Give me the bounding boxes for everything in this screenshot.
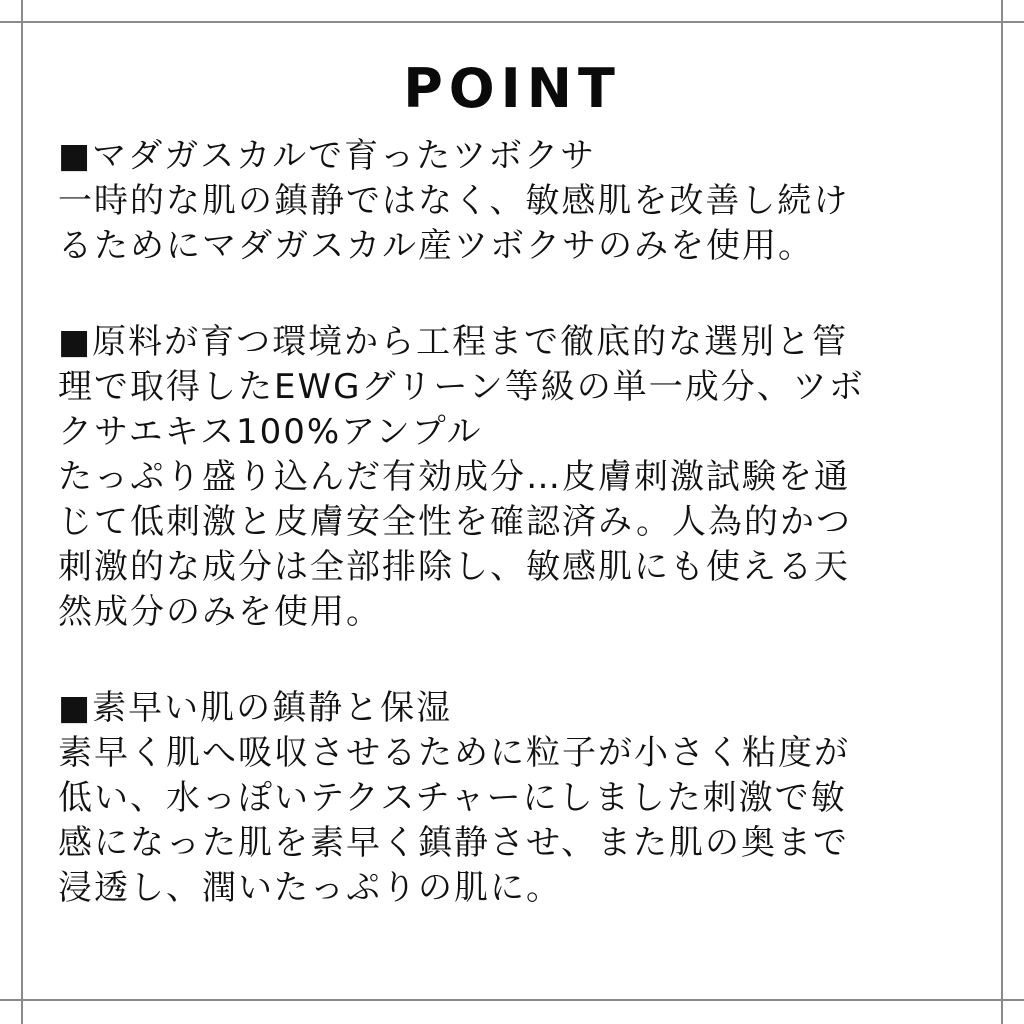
section-text-line: 一時的な肌の鎮静ではなく、敏感肌を改善し続け — [58, 181, 850, 221]
point-content — [58, 134, 958, 962]
section-text-line: るためにマダガスカル産ツボクサのみを使用。 — [58, 226, 814, 266]
section-text-line: 刺激的な成分は全部排除し、敏感肌にも使える天 — [58, 547, 850, 587]
section-text-line: 低い、水っぽいテクスチャーにしました刺激で敏 — [58, 778, 847, 818]
section-text-line: じて低刺激と皮膚安全性を確認済み。人為的かつ — [58, 502, 853, 542]
section-text-line: 素早く肌へ吸収させるために粒子が小さく粘度が — [58, 733, 850, 773]
section-heading: ■素早い肌の鎮静と保湿 — [58, 688, 453, 728]
frame-bottom-line — [0, 999, 1024, 1001]
page-title: POINT — [403, 57, 621, 120]
section-text-line: 然成分のみを使用。 — [58, 592, 382, 632]
section-text-line: たっぷり盛り込んだ有効成分…皮膚刺激試験を通 — [58, 457, 850, 497]
section-text-line: クサエキス100%アンプル — [58, 412, 483, 452]
section-heading: ■原料が育つ環境から工程まで徹底的な選別と管 — [58, 322, 849, 362]
section-heading: ■マダガスカルで育ったツボクサ — [58, 136, 597, 176]
section-text-line: 浸透し、潤いたっぷりの肌に。 — [58, 868, 562, 908]
frame-top-line — [0, 21, 1024, 23]
section-text-line: 感になった肌を素早く鎮静させ、また肌の奥まで — [58, 823, 849, 863]
frame-left-line — [21, 0, 23, 1024]
frame-right-line — [1001, 0, 1003, 1024]
point-section-tsubokusa — [58, 134, 958, 269]
point-section-ingredients — [58, 320, 958, 635]
section-text-line: 理で取得したEWGグリーン等級の単一成分、ツボ — [58, 367, 865, 407]
point-section-soothing — [58, 686, 958, 911]
